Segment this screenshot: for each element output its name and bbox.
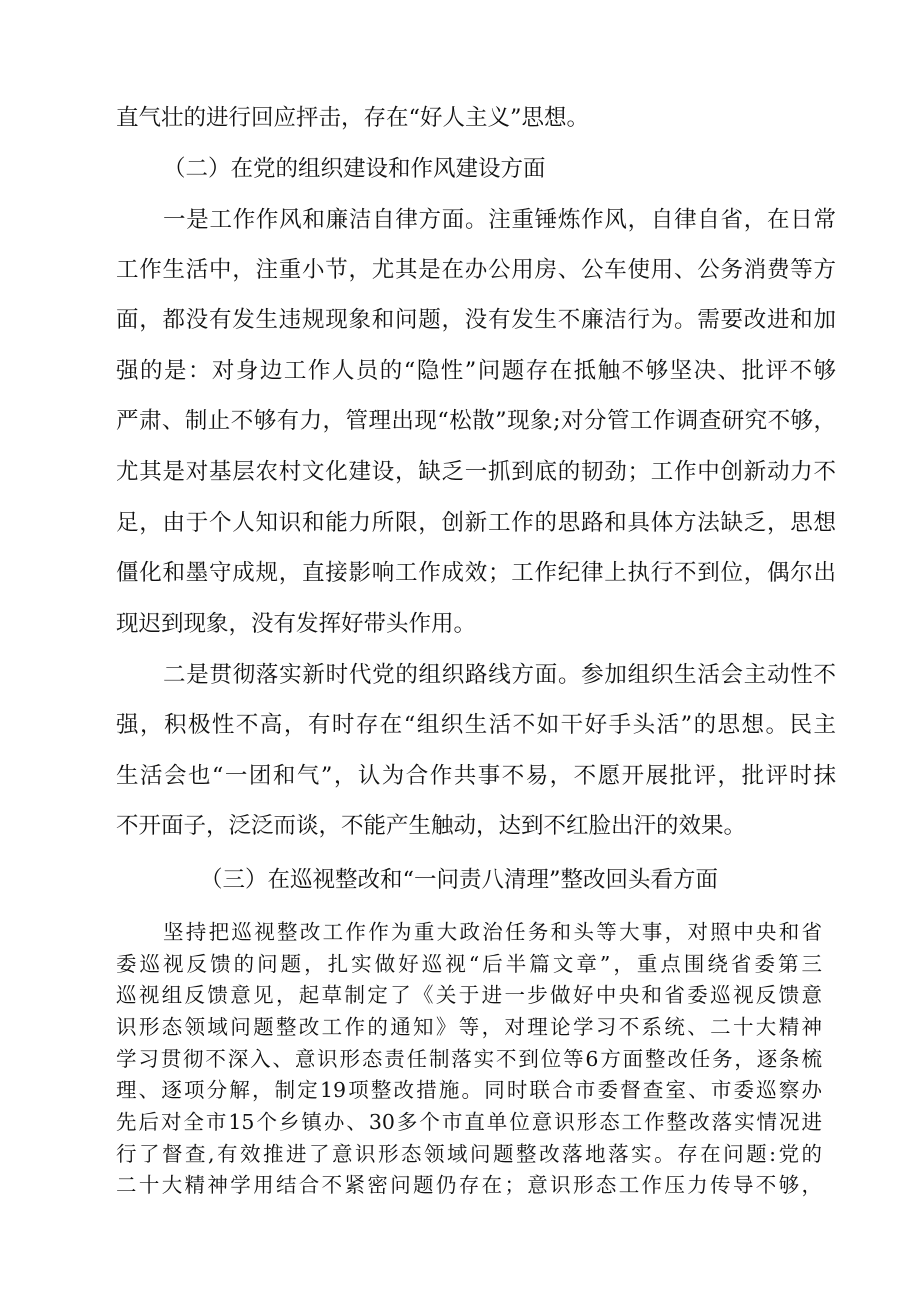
section3-para1-line-3: 巡视组反馈意见，起草制定了《关于进一步做好中央和省委巡视反馈意 [116,983,822,1007]
section2-para2-line-3: 生活会也“一团和气”，认为合作共事不易，不愿开展批评，批评时抹 [116,763,836,789]
section3-para1-line-6: 理、逐项分解，制定19项整改措施。同时联合市委督查室、市委巡察办 [116,1078,822,1102]
section2-para1-line-9: 现迟到现象，没有发挥好带头作用。 [116,611,477,637]
section1-tail-line: 直气壮的进行回应抨击，存在“好人主义”思想。 [116,105,590,131]
section2-para2-line-2: 强，积极性不高，有时存在“组织生活不如干好手头活”的思想。民主 [116,712,836,738]
section3-para1-line-2: 委巡视反馈的问题，扎实做好巡视“后半篇文章”，重点围绕省委第三 [116,952,822,976]
section3-para1-line-9: 二十大精神学用结合不紧密问题仍存在；意识形态工作压力传导不够， [116,1173,822,1197]
section2-para2-line-1: 二是贯彻落实新时代党的组织路线方面。参加组织生活会主动性不 [163,662,836,688]
section2-para1-line-4: 强的是：对身边工作人员的“隐性”问题存在抵触不够坚决、批评不够 [116,358,836,384]
section3-para1-line-8: 行了督查,有效推进了意识形态领域问题整改落地落实。存在问题:党的 [116,1142,822,1166]
section2-para1-line-1: 一是工作作风和廉洁自律方面。注重锤炼作风，自律自省，在日常 [163,207,836,233]
section2-heading: （二）在党的组织建设和作风建设方面 [163,156,546,182]
section2-para1-line-2: 工作生活中，注重小节，尤其是在办公用房、公车使用、公务消费等方 [116,257,836,283]
section3-para1-line-1: 坚持把巡视整改工作作为重大政治任务和头等大事，对照中央和省 [163,920,822,944]
section3-para1-line-4: 识形态领域问题整改工作的通知》等，对理论学习不系统、二十大精神 [116,1015,822,1039]
section2-para1-line-5: 严肃、制止不够有力，管理出现“松散”现象;对分管工作调查研究不够， [116,408,836,434]
section2-para1-line-7: 足，由于个人知识和能力所限，创新工作的思路和具体方法缺乏，思想 [116,510,836,536]
section2-para1-line-3: 面，都没有发生违规现象和问题，没有发生不廉洁行为。需要改进和加 [116,307,836,333]
section2-para1-line-6: 尤其是对基层农村文化建设，缺乏一抓到底的韧劲；工作中创新动力不 [116,459,836,485]
section3-heading: （三）在巡视整改和“一问责八清理”整改回头看方面 [200,867,719,893]
section3-para1-line-7: 先后对全市15个乡镇办、30多个市直单位意识形态工作整改落实情况进 [116,1110,822,1134]
section2-para2-line-4: 不开面子，泛泛而谈，不能产生触动，达到不红脸出汗的效果。 [116,813,747,839]
section3-para1-line-5: 学习贯彻不深入、意识形态责任制落实不到位等6方面整改任务，逐条梳 [116,1047,822,1071]
section2-para1-line-8: 僵化和墨守成规，直接影响工作成效；工作纪律上执行不到位，偶尔出 [116,560,836,586]
